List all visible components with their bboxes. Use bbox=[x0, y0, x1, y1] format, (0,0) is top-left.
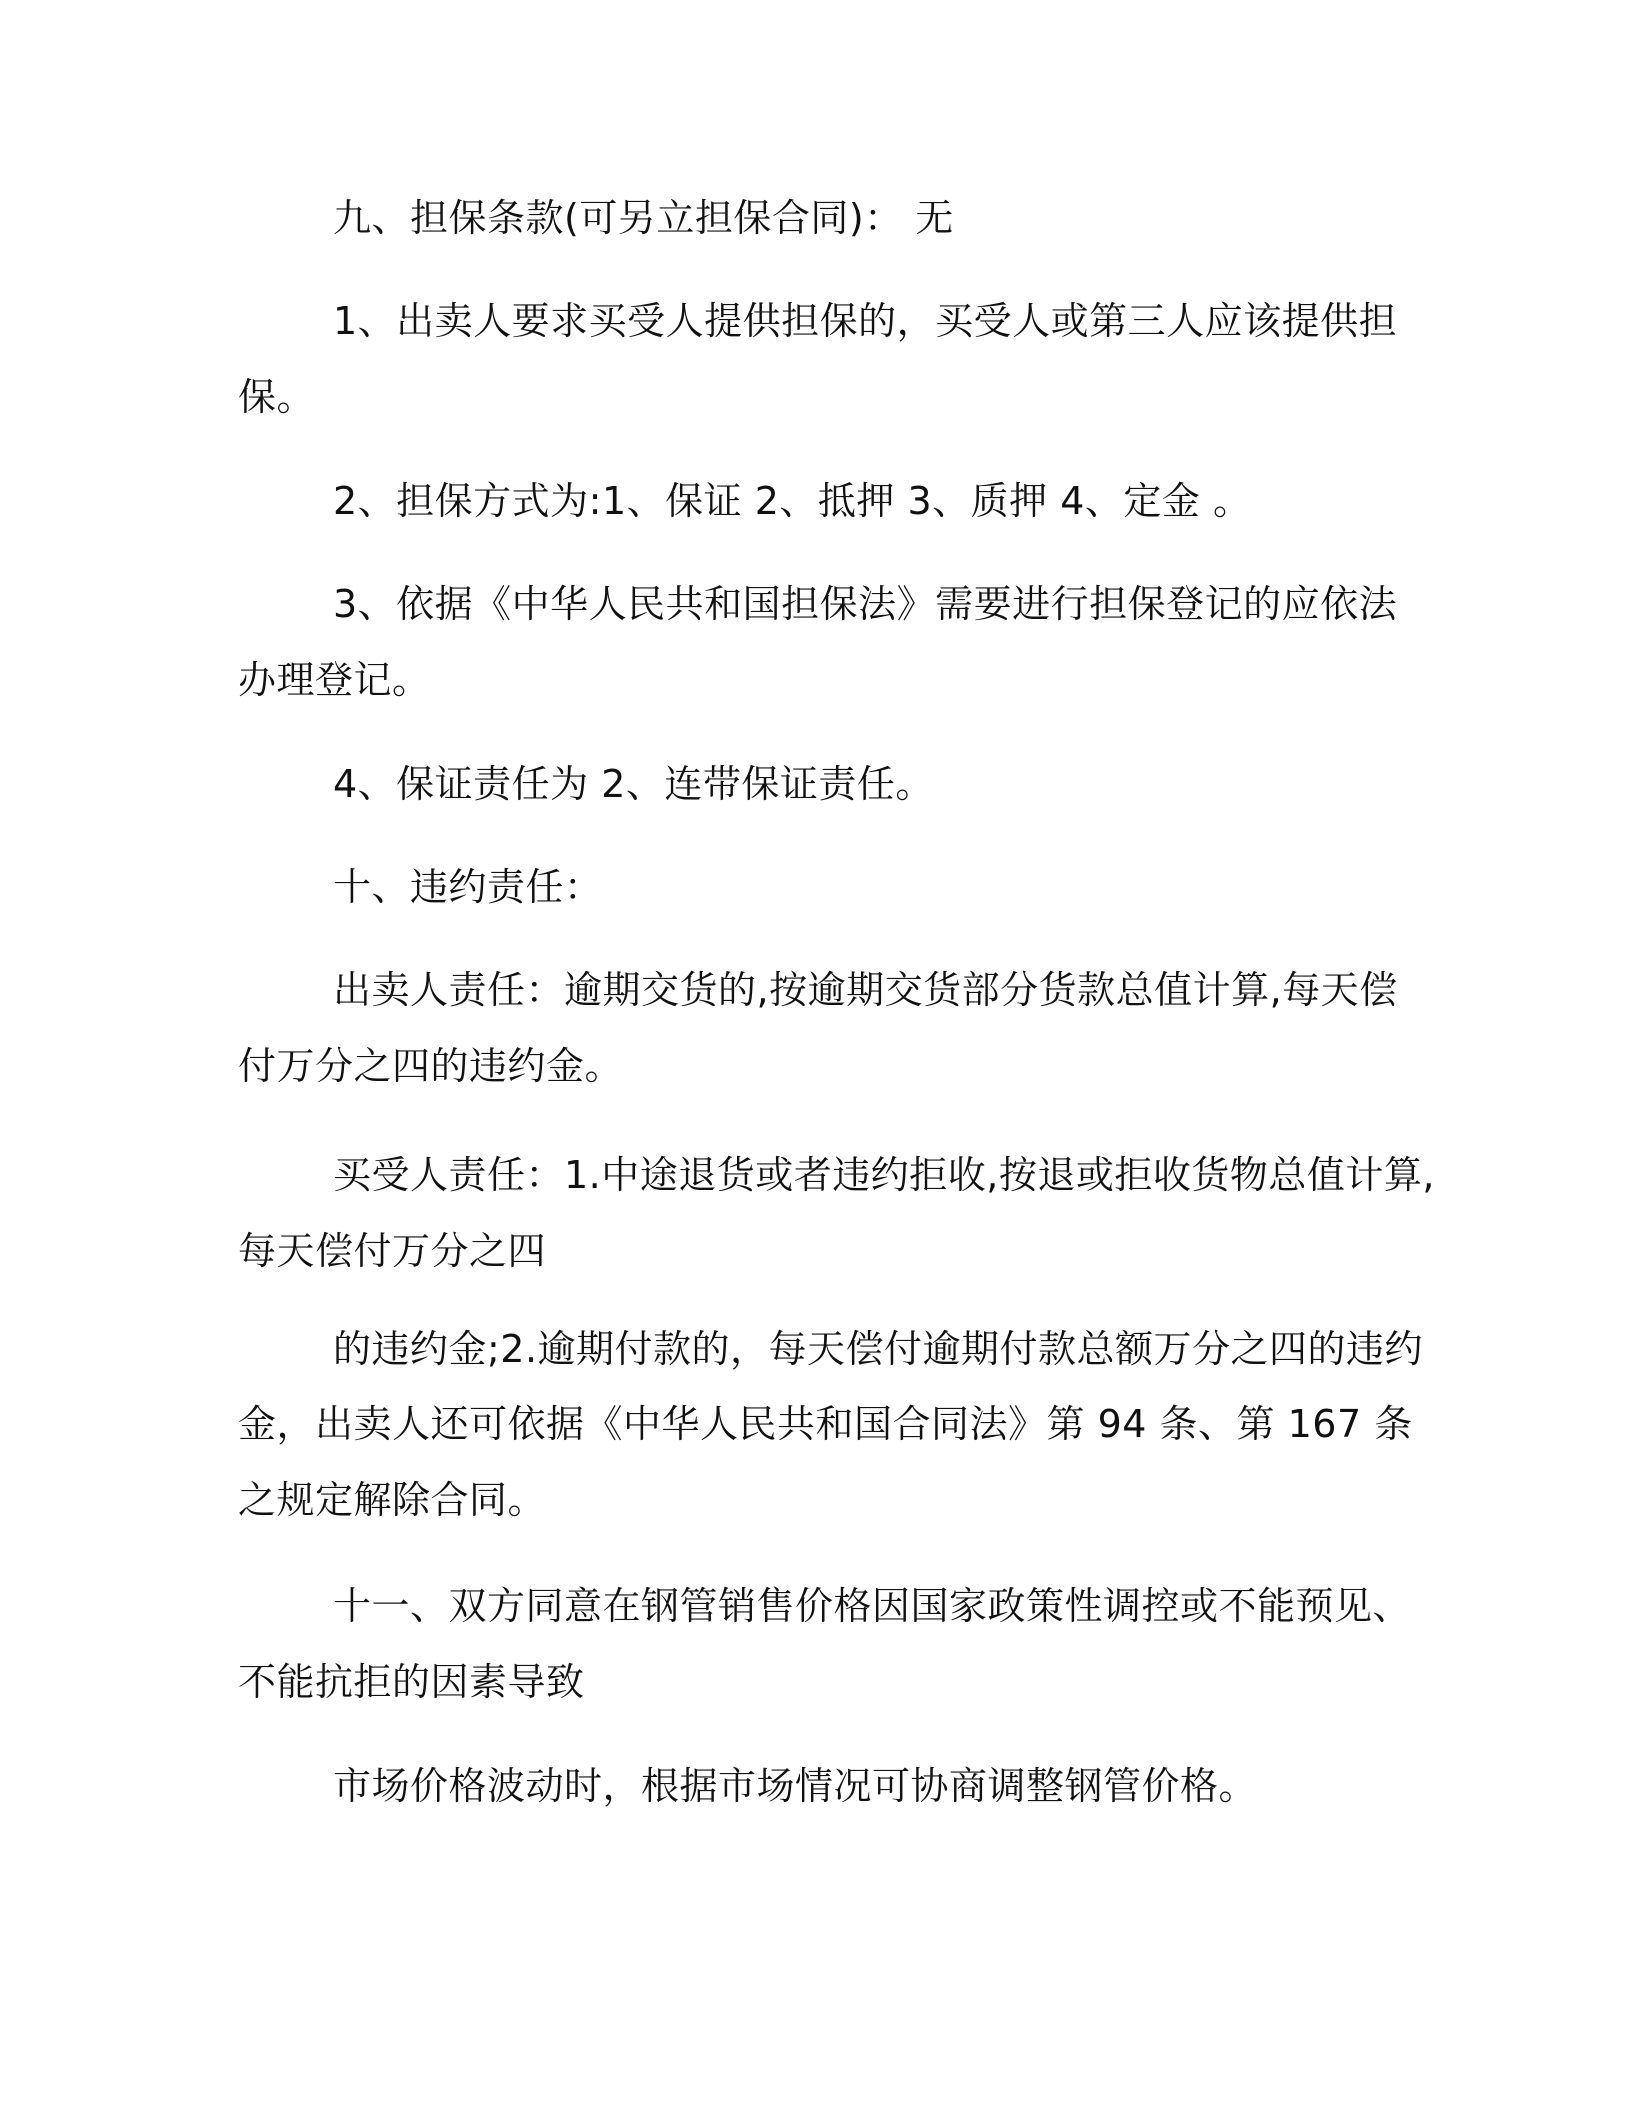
clause-9-item-1-line-2: 保。 bbox=[238, 375, 316, 419]
clause-9-item-3-line-2: 办理登记。 bbox=[238, 658, 431, 702]
clause-11-line-2: 不能抗拒的因素导致 bbox=[238, 1660, 585, 1704]
buyer-liability-line-3: 的违约金;2.逾期付款的，每天偿付逾期付款总额万分之四的违约 bbox=[333, 1327, 1424, 1371]
buyer-liability-line-2: 每天偿付万分之四 bbox=[238, 1229, 547, 1273]
clause-9-item-2: 2、担保方式为:1、保证 2、抵押 3、质押 4、定金 。 bbox=[333, 479, 1252, 523]
clause-9-item-1-line-1: 1、出卖人要求买受人提供担保的，买受人或第三人应该提供担 bbox=[333, 299, 1398, 343]
buyer-liability-line-4: 金，出卖人还可依据《中华人民共和国合同法》第 94 条、第 167 条 bbox=[238, 1402, 1413, 1446]
seller-liability-line-1: 出卖人责任：逾期交货的,按逾期交货部分货款总值计算,每天偿 bbox=[333, 968, 1398, 1012]
clause-9-title: 九、担保条款(可另立担保合同)： 无 bbox=[333, 196, 954, 240]
clause-11-line-1: 十一、双方同意在钢管销售价格因国家政策性调控或不能预见、 bbox=[333, 1584, 1412, 1628]
buyer-liability-line-5: 之规定解除合同。 bbox=[238, 1478, 547, 1522]
seller-liability-line-2: 付万分之四的违约金。 bbox=[238, 1044, 624, 1088]
clause-11-line-3: 市场价格波动时，根据市场情况可协商调整钢管价格。 bbox=[333, 1764, 1258, 1808]
clause-9-item-3-line-1: 3、依据《中华人民共和国担保法》需要进行担保登记的应依法 bbox=[333, 582, 1398, 626]
buyer-liability-line-1: 买受人责任：1.中途退货或者违约拒收,按退或拒收货物总值计算, bbox=[333, 1153, 1435, 1197]
clause-9-item-4: 4、保证责任为 2、连带保证责任。 bbox=[333, 762, 934, 806]
clause-10-title: 十、违约责任： bbox=[333, 865, 603, 909]
